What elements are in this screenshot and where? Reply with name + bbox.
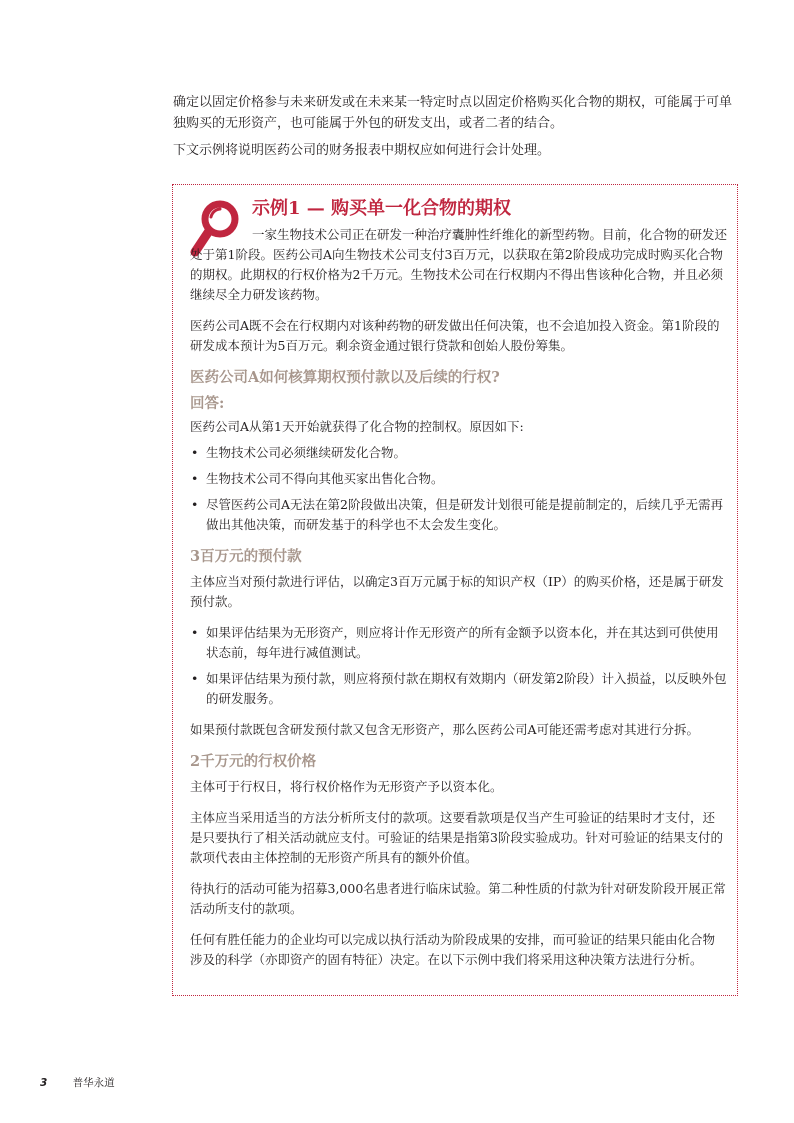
answer-bullet-list xyxy=(190,443,727,535)
page-footer xyxy=(40,1075,115,1090)
list-item: • 生物技术公司不得向其他买家出售化合物。 xyxy=(190,469,727,489)
exercise-paragraph-3: 待执行的活动可能为招募3,000名患者进行临床试验。第二种性质的付款为针对研发阶段开展正常活动所支付的款项。 xyxy=(190,881,726,916)
footer-brand: 普华永道 xyxy=(72,1077,115,1089)
example-paragraph-2: 医药公司A既不会在行权期内对该种药物的研发做出任何决策，也不会追加投入资金。第1阶段的研发成本预计为5百万元。剩余资金通过银行贷款和创始人股份筹集。 xyxy=(190,318,720,353)
exercise-paragraph-1: 主体可于行权日，将行权价格作为无形资产予以资本化。 xyxy=(190,779,503,794)
example-paragraph-1: 一家生物技术公司正在研发一种治疗囊肿性纤维化的新型药物。目前，化合物的研发还处于第1阶段。医药公司A向生物技术公司支付3百万元，以获取在第2阶段成功完成时购买化合物的期权。此期权的行权价格为2千万元。生物技术公司在行权期内不得出售该种化合物，并且必须继续尽全力研发该药物。 xyxy=(190,227,728,302)
exercise-paragraph-4: 任何有胜任能力的企业均可以完成以执行活动为阶段成果的安排，而可验证的结果只能由化合物涉及的科学（亦即资产的固有特征）决定。在以下示例中我们将采用这种决策方法进行分析。 xyxy=(190,932,716,967)
intro-paragraph-2 xyxy=(173,140,738,161)
answer-label: 回答: xyxy=(190,395,225,412)
list-item: • 如果评估结果为预付款，则应将预付款在期权有效期内（研发第2阶段）计入损益，以反映外包的研发服务。 xyxy=(190,669,727,709)
question-heading: 医药公司A如何核算期权预付款以及后续的行权? xyxy=(190,369,500,386)
list-item: • 如果评估结果为无形资产，则应将计作无形资产的所有金额予以资本化，并在其达到可供使用状态前，每年进行减值测试。 xyxy=(190,623,727,663)
prepayment-bullet-list xyxy=(190,623,727,709)
prepayment-heading: 3百万元的预付款 xyxy=(190,548,302,565)
example-box xyxy=(172,184,738,996)
example-content xyxy=(190,197,727,981)
list-item: • 生物技术公司必须继续研发化合物。 xyxy=(190,443,727,463)
prepayment-conclusion: 如果预付款既包含研发预付款又包含无形资产，那么医药公司A可能还需考虑对其进行分拆。 xyxy=(190,722,700,737)
answer-intro: 医药公司A从第1天开始就获得了化合物的控制权。原因如下: xyxy=(190,419,524,434)
intro-paragraph-1 xyxy=(173,92,738,134)
exercise-price-heading: 2千万元的行权价格 xyxy=(190,753,317,770)
intro-text-2: 下文示例将说明医药公司的财务报表中期权应如何进行会计处理。 xyxy=(173,143,551,158)
page-number: 3 xyxy=(40,1077,48,1089)
prepayment-intro: 主体应当对预付款进行评估，以确定3百万元属于标的知识产权（IP）的购买价格，还是属于研发预付款。 xyxy=(190,574,724,609)
intro-text-1: 确定以固定价格参与未来研发或在未来某一特定时点以固定价格购买化合物的期权，可能属于可单独购买的无形资产，也可能属于外包的研发支出，或者二者的结合。 xyxy=(173,95,733,131)
example-title: 示例1 — 购买单一化合物的期权 xyxy=(252,198,512,219)
exercise-paragraph-2: 主体应当采用适当的方法分析所支付的款项。这要看款项是仅当产生可验证的结果时才支付，还是只要执行了相关活动就应支付。可验证的结果是指第3阶段实验成功。针对可验证的结果支付的款项代表由主体控制的无形资产所具有的额外价值。 xyxy=(190,810,723,865)
list-item: • 尽管医药公司A无法在第2阶段做出决策，但是研发计划很可能是提前制定的，后续几乎无需再做出其他决策，而研发基于的科学也不太会发生变化。 xyxy=(190,495,727,535)
